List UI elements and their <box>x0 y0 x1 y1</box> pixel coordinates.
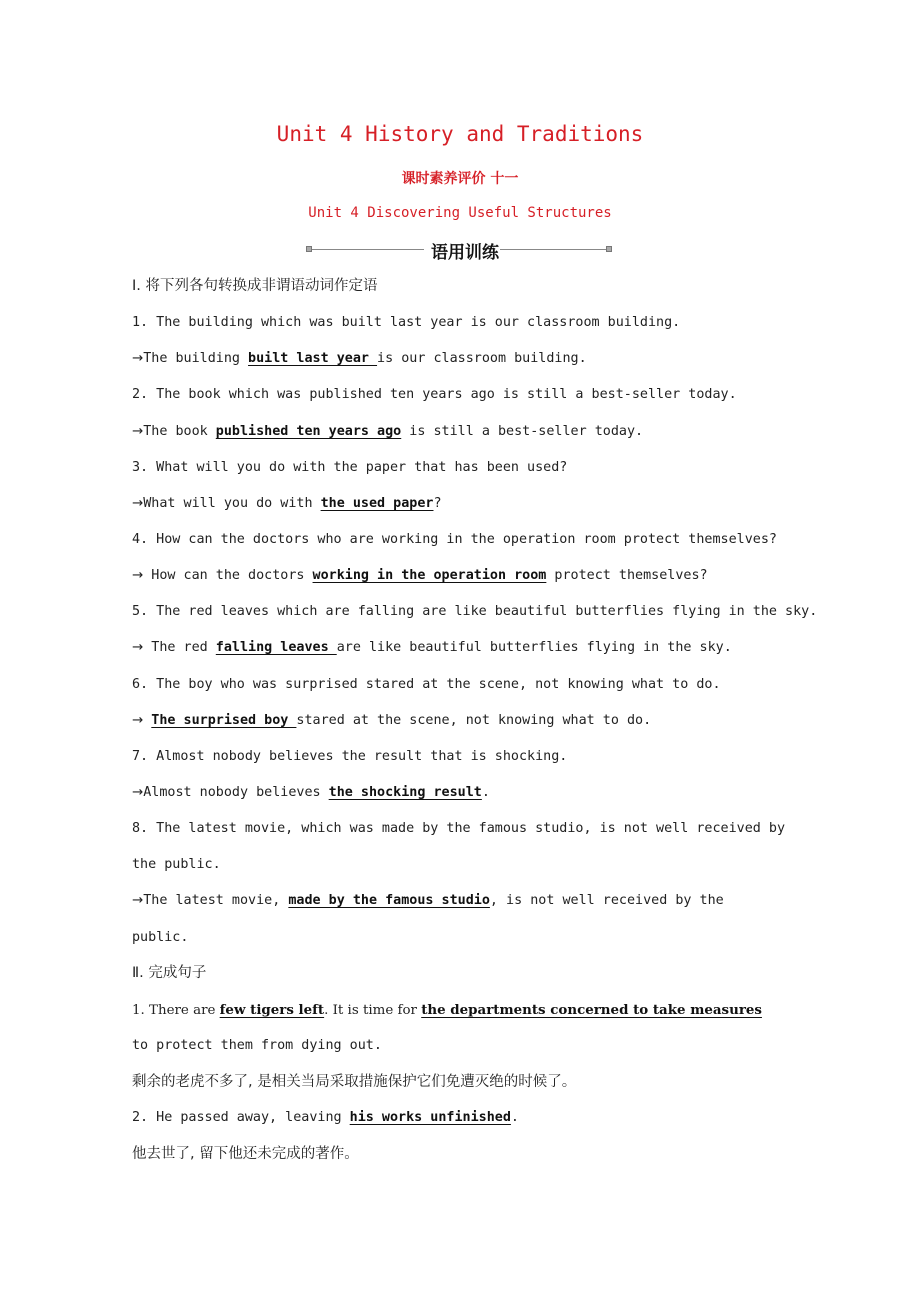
answer-blank: falling leaves <box>215 640 337 655</box>
question-line: 5. The red leaves which are falling are like beautiful butterflies flying in the sky. <box>132 604 818 619</box>
section-subtitle: Unit 4 Discovering Useful Structures <box>308 205 612 221</box>
answer-blank: his works unfinished <box>349 1110 511 1125</box>
banner-right-ornament <box>606 246 612 252</box>
arrow-icon: → <box>132 568 144 583</box>
answer-blank: working in the operation room <box>312 568 547 583</box>
sentence-line-continued: to protect them from dying out. <box>132 1038 382 1053</box>
question-line-continued: the public. <box>132 857 221 872</box>
arrow-icon: → <box>132 713 144 728</box>
arrow-icon: → <box>132 424 144 439</box>
banner-left-rule <box>312 249 424 250</box>
answer-line-continued: public. <box>132 930 189 945</box>
answer-line: → The surprised boy stared at the scene, not knowing what to do. <box>132 713 652 728</box>
question-line: 4. How can the doctors who are working in the operation room protect themselves? <box>132 532 777 547</box>
answer-blank: few tigers left <box>219 1002 325 1018</box>
section-banner-title: 语用训练 <box>431 243 499 263</box>
answer-line: →The book published ten years ago is still a best-seller today. <box>132 424 644 439</box>
answer-blank: made by the famous studio <box>288 893 490 908</box>
answer-blank: the shocking result <box>328 785 482 800</box>
answer-line: → The red falling leaves are like beautiful butterflies flying in the sky. <box>132 640 732 655</box>
question-line: 3. What will you do with the paper that has been used? <box>132 460 568 475</box>
sentence-line: 2. He passed away, leaving his works unfinished. <box>132 1110 519 1125</box>
translation-line: 剩余的老虎不多了, 是相关当局采取措施保护它们免遭灭绝的时候了。 <box>132 1074 577 1090</box>
translation-line: 他去世了, 留下他还未完成的著作。 <box>132 1146 359 1162</box>
question-line: 1. The building which was built last year is our classroom building. <box>132 315 681 330</box>
answer-blank: built last year <box>248 351 378 366</box>
question-line: 2. The book which was published ten years ago is still a best-seller today. <box>132 387 737 402</box>
answer-blank: the used paper <box>320 496 434 511</box>
arrow-icon: → <box>132 351 144 366</box>
arrow-icon: → <box>132 785 144 800</box>
answer-line: →The building built last year is our classroom building. <box>132 351 587 366</box>
question-line: 6. The boy who was surprised stared at the scene, not knowing what to do. <box>132 677 721 692</box>
answer-blank: the departments concerned to take measures <box>421 1002 762 1018</box>
arrow-icon: → <box>132 893 144 908</box>
sentence-line: 1. There are few tigers left. It is time for the departments concerned to take measures <box>132 1002 762 1018</box>
answer-line: →The latest movie, made by the famous studio, is not well received by the <box>132 893 724 908</box>
arrow-icon: → <box>132 640 144 655</box>
lesson-subtitle: 课时素养评价 十一 <box>401 171 519 187</box>
answer-blank: The surprised boy <box>151 713 297 728</box>
answer-line: →What will you do with the used paper? <box>132 496 442 511</box>
question-line: 8. The latest movie, which was made by the famous studio, is not well received by <box>132 821 786 836</box>
part1-heading: Ⅰ. 将下列各句转换成非谓语动词作定语 <box>132 278 378 294</box>
question-line: 7. Almost nobody believes the result that is shocking. <box>132 749 568 764</box>
arrow-icon: → <box>132 496 144 511</box>
section-banner <box>306 238 612 262</box>
banner-right-rule <box>500 249 606 250</box>
part2-heading: Ⅱ. 完成句子 <box>132 965 207 981</box>
answer-line: → How can the doctors working in the operation room protect themselves? <box>132 568 708 583</box>
answer-blank: published ten years ago <box>215 424 402 439</box>
page-title: Unit 4 History and Traditions <box>276 122 644 146</box>
answer-line: →Almost nobody believes the shocking result. <box>132 785 490 800</box>
